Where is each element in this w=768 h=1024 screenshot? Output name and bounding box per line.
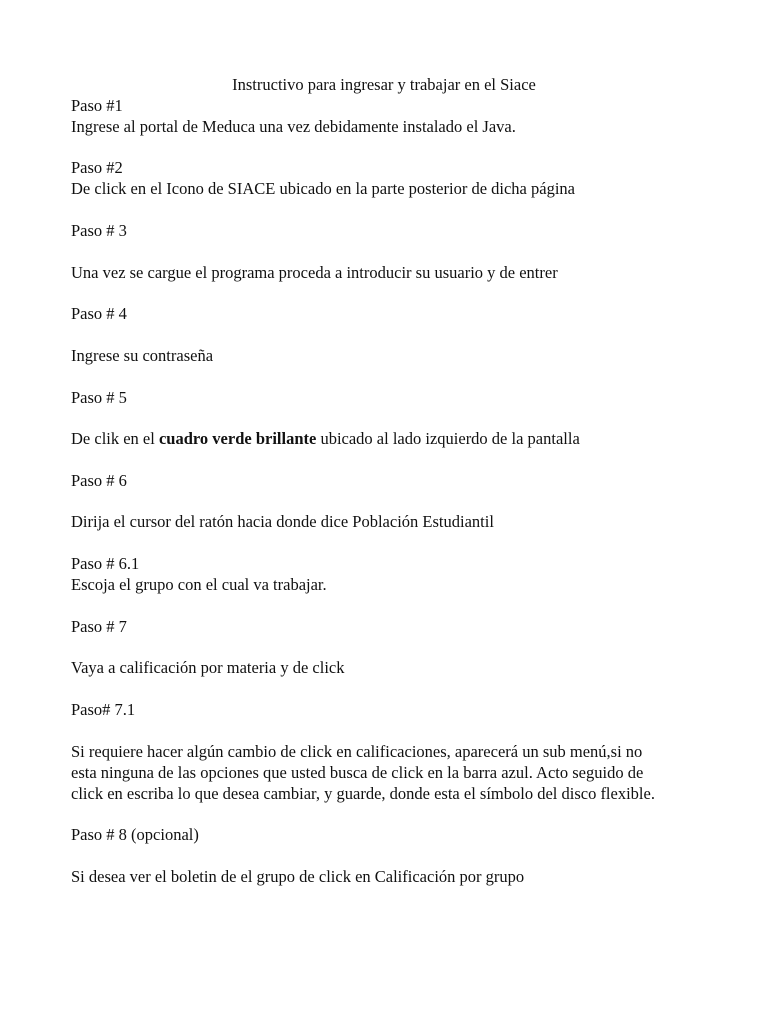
document-title bbox=[0, 75, 768, 95]
step-1-heading: Paso #1 bbox=[71, 96, 123, 115]
step-5-text-bold: cuadro verde brillante bbox=[158, 429, 317, 448]
step-2-heading: Paso #2 bbox=[71, 158, 123, 177]
step-6-heading: Paso # 6 bbox=[71, 471, 127, 490]
step-8-text: Si desea ver el boletin de el grupo de click en Calificación por grupo bbox=[71, 867, 525, 886]
step-3-text: Una vez se cargue el programa proceda a introducir su usuario y de entrer bbox=[71, 263, 558, 282]
step-4-text: Ingrese su contraseña bbox=[71, 346, 214, 365]
step-1-text: Ingrese al portal de Meduca una vez debidamente instalado el Java. bbox=[71, 117, 516, 136]
step-7-heading: Paso # 7 bbox=[71, 617, 127, 636]
step-8-heading: Paso # 8 (opcional) bbox=[71, 825, 199, 844]
step-5-heading: Paso # 5 bbox=[71, 388, 127, 407]
document-title-text: Instructivo para ingresar y trabajar en el Siace bbox=[232, 75, 536, 94]
step-2-text: De click en el Icono de SIACE ubicado en la parte posterior de dicha página bbox=[71, 179, 575, 198]
step-6-1-heading: Paso # 6.1 bbox=[71, 554, 140, 573]
step-7-1-line-1: Si requiere hacer algún cambio de click en calificaciones, aparecerá un sub menú,si no bbox=[71, 742, 643, 761]
step-7-1-line-2: esta ninguna de las opciones que usted busca de click en la barra azul. Acto seguido de bbox=[71, 763, 644, 782]
step-3-heading: Paso # 3 bbox=[71, 221, 127, 240]
step-4-heading: Paso # 4 bbox=[71, 304, 127, 323]
step-7-1-heading: Paso# 7.1 bbox=[71, 700, 136, 719]
step-7-text: Vaya a calificación por materia y de click bbox=[71, 658, 345, 677]
step-7-1-line-3: click en escriba lo que desea cambiar, y guarde, donde esta el símbolo del disco flexible. bbox=[71, 784, 655, 803]
step-5-text-after: ubicado al lado izquierdo de la pantalla bbox=[316, 429, 580, 448]
step-6-text: Dirija el cursor del ratón hacia donde dice Población Estudiantil bbox=[71, 512, 494, 531]
step-5-text bbox=[71, 429, 580, 449]
step-6-1-text: Escoja el grupo con el cual va trabajar. bbox=[71, 575, 327, 594]
step-5-text-before: De clik en el bbox=[71, 429, 159, 448]
